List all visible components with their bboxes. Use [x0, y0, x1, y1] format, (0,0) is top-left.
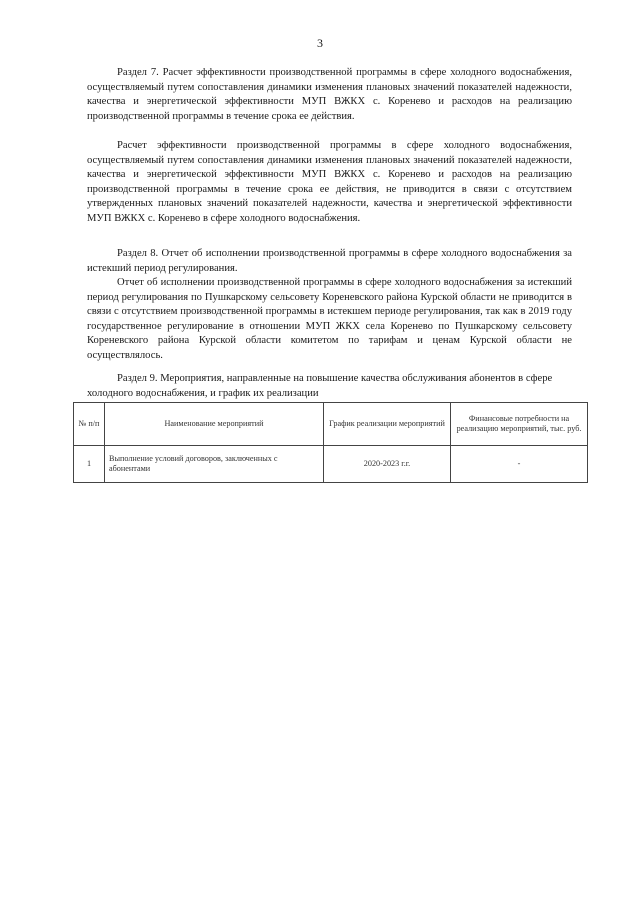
section-7-heading: Раздел 7. Расчет эффективности производственной программы в сфере холодного водоснабжения, осуществляемый путем сопоставления динамики изменения плановых значений показателей надежности, качества и энергетической эффективности МУП ВЖКХ с. Коренево и расходов на реализацию производственной программы в течение срока ее действия.	[87, 67, 572, 122]
header-schedule: График реализации мероприятий	[324, 403, 451, 446]
table-header-row	[74, 403, 588, 446]
table-row	[74, 446, 588, 483]
cell-num: 1	[74, 446, 105, 483]
section-8-body: Отчет об исполнении производственной программы в сфере холодного водоснабжения за истекший период регулирования по Пушкарскому сельсовету Кореневского района Курской области не приводится в связи с отсутствием производственной программы в истекшем периоде регулирования, так как в 2019 году государственное регулирование в отношении МУП ЖКХ села Коренево по Пушкарскому сельсовету Кореневского района Курской области комитетом по тарифам и ценам Курской области не осуществлялось.	[87, 277, 572, 361]
header-name: Наименование мероприятий	[105, 403, 324, 446]
cell-name: Выполнение условий договоров, заключенных с абонентами	[105, 446, 324, 483]
measures-table	[73, 402, 588, 483]
page-number: 3	[317, 36, 323, 50]
section-9-heading: Раздел 9. Мероприятия, направленные на повышение качества обслуживания абонентов в сфере холодного водоснабжения, и график их реализации	[87, 373, 553, 399]
section-7-body: Расчет эффективности производственной программы в сфере холодного водоснабжения, осуществляемый путем сопоставления динамики изменения плановых значений показателей надежности, качества и энергетической эффективности МУП ВЖКХ с. Коренево и расходов на реализацию производственной программы в течение срока ее действия, не приводится в связи с отсутствием утвержденных плановых значений показателей надежности, качества и энергетической эффективности МУП ВЖКХ с. Коренево в сфере холодного водоснабжения.	[87, 140, 572, 224]
cell-schedule: 2020-2023 г.г.	[324, 446, 451, 483]
header-finance: Финансовые потребности на реализацию мероприятий, тыс. руб.	[451, 403, 588, 446]
header-num: № п/п	[74, 403, 105, 446]
cell-finance: -	[451, 446, 588, 483]
section-8-heading: Раздел 8. Отчет об исполнении производственной программы в сфере холодного водоснабжения за истекший период регулирования.	[87, 248, 572, 274]
